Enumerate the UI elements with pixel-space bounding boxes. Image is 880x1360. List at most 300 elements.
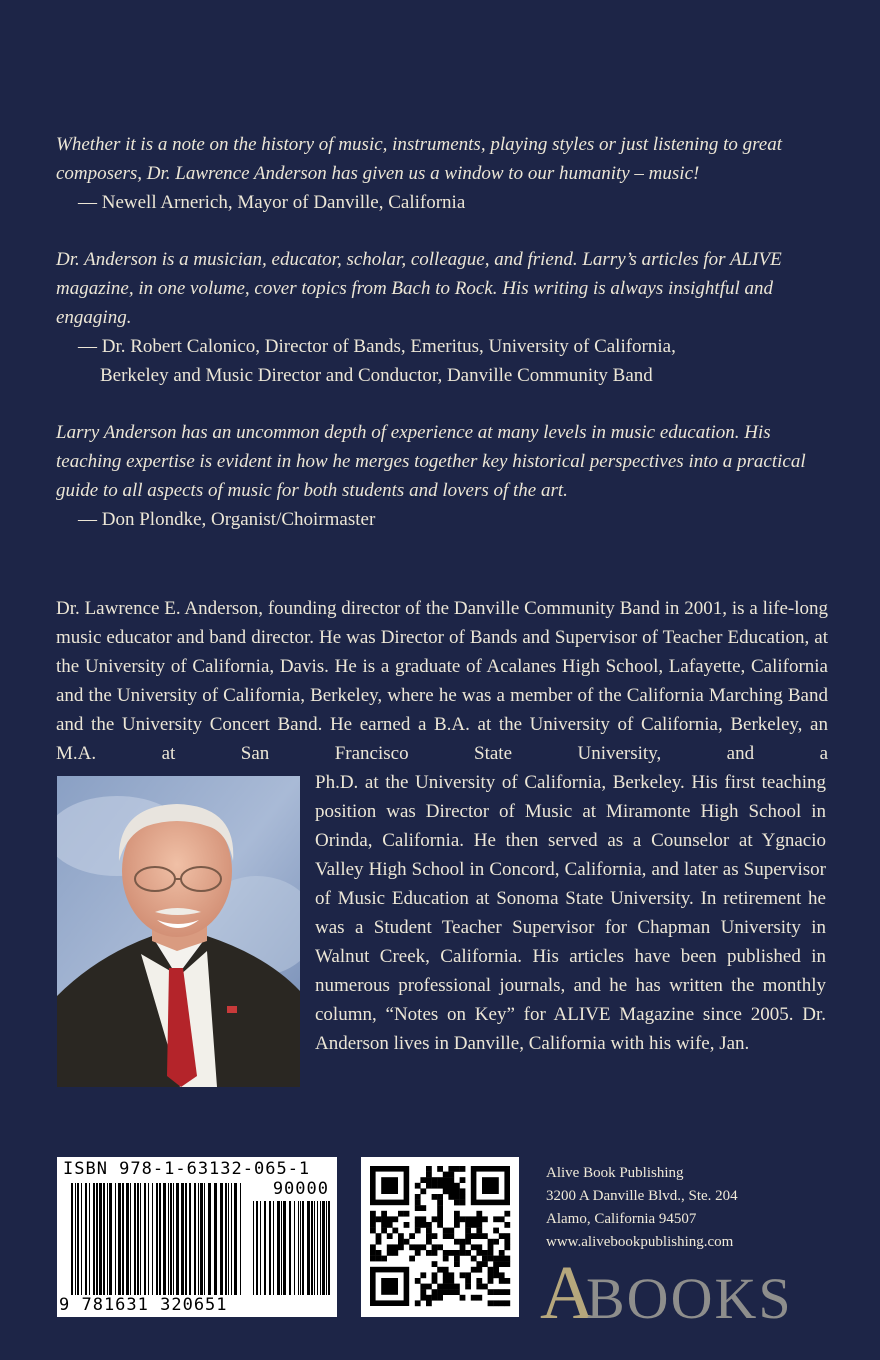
barcode-bar bbox=[144, 1183, 146, 1295]
publisher-info bbox=[546, 1162, 738, 1254]
qr-module bbox=[432, 1233, 438, 1239]
qr-module bbox=[493, 1272, 499, 1278]
qr-module bbox=[381, 1211, 387, 1217]
qr-module bbox=[415, 1228, 421, 1234]
qr-module bbox=[476, 1222, 482, 1228]
qr-module bbox=[426, 1295, 432, 1301]
endorsement-1 bbox=[56, 130, 831, 217]
qr-module bbox=[415, 1244, 421, 1250]
qr-module bbox=[448, 1250, 454, 1256]
qr-module bbox=[504, 1278, 510, 1284]
qr-module bbox=[460, 1166, 466, 1172]
barcode-bar bbox=[156, 1183, 158, 1295]
barcode-bar bbox=[118, 1183, 121, 1295]
barcode-addon-bar bbox=[302, 1201, 304, 1295]
qr-module bbox=[488, 1244, 494, 1250]
qr-module bbox=[454, 1284, 460, 1290]
qr-module bbox=[488, 1278, 494, 1284]
qr-finder-pattern bbox=[381, 1278, 398, 1295]
qr-module bbox=[454, 1256, 460, 1262]
qr-module bbox=[460, 1250, 466, 1256]
qr-module bbox=[460, 1295, 466, 1301]
qr-module bbox=[392, 1244, 398, 1250]
qr-module bbox=[482, 1216, 488, 1222]
qr-module bbox=[493, 1216, 499, 1222]
qr-module bbox=[482, 1233, 488, 1239]
qr-module bbox=[381, 1216, 387, 1222]
barcode-bar bbox=[173, 1183, 174, 1295]
qr-module bbox=[381, 1256, 387, 1262]
qr-module bbox=[454, 1188, 460, 1194]
barcode-addon-bar bbox=[273, 1201, 274, 1295]
qr-module bbox=[398, 1233, 404, 1239]
qr-module bbox=[426, 1222, 432, 1228]
barcode-bar bbox=[225, 1183, 227, 1295]
qr-module bbox=[398, 1239, 404, 1245]
barcode-bar bbox=[130, 1183, 131, 1295]
barcode-bar bbox=[231, 1183, 232, 1295]
barcode-bar bbox=[176, 1183, 179, 1295]
qr-module bbox=[420, 1289, 426, 1295]
qr-module bbox=[488, 1272, 494, 1278]
qr-module bbox=[420, 1188, 426, 1194]
qr-module bbox=[409, 1233, 415, 1239]
qr-module bbox=[493, 1256, 499, 1262]
qr-module bbox=[493, 1239, 499, 1245]
barcode-bar bbox=[99, 1183, 102, 1295]
qr-module bbox=[443, 1188, 449, 1194]
qr-module bbox=[448, 1166, 454, 1172]
qr-module bbox=[376, 1250, 382, 1256]
qr-module bbox=[488, 1267, 494, 1273]
qr-module bbox=[454, 1166, 460, 1172]
isbn-barcode bbox=[57, 1157, 337, 1317]
qr-module bbox=[448, 1172, 454, 1178]
qr-module bbox=[482, 1261, 488, 1267]
quote-text: Dr. Anderson is a musician, educator, scholar, colleague, and friend. Larry’s articles for ALIVE magazine, in one volume, cover topics from Bach to Rock. His writing is always insightful and engaging. bbox=[56, 249, 782, 328]
qr-module bbox=[437, 1244, 443, 1250]
barcode-bar bbox=[126, 1183, 129, 1295]
quote-text: Whether it is a note on the history of music, instruments, playing styles or just listening to great composers, Dr. Lawrence Anderson has given us a window to our humanity – music! bbox=[56, 134, 782, 184]
qr-module bbox=[460, 1239, 466, 1245]
qr-module bbox=[465, 1222, 471, 1228]
barcode-addon-bar bbox=[277, 1201, 280, 1295]
qr-module bbox=[465, 1272, 471, 1278]
barcode-addon-bar bbox=[264, 1201, 266, 1295]
barcode-digits: 9 781631 320651 bbox=[59, 1295, 228, 1315]
qr-module bbox=[437, 1216, 443, 1222]
barcode-bar bbox=[152, 1183, 153, 1295]
qr-finder-pattern bbox=[482, 1177, 499, 1194]
qr-module bbox=[488, 1250, 494, 1256]
qr-module bbox=[376, 1256, 382, 1262]
qr-module bbox=[415, 1216, 421, 1222]
qr-module bbox=[426, 1177, 432, 1183]
barcode-bar bbox=[103, 1183, 105, 1295]
qr-module bbox=[488, 1256, 494, 1262]
barcode-bar bbox=[185, 1183, 187, 1295]
qr-module bbox=[499, 1300, 505, 1306]
quote-attribution: — Dr. Robert Calonico, Director of Bands, Emeritus, University of California, bbox=[78, 336, 676, 357]
qr-module bbox=[426, 1233, 432, 1239]
qr-module bbox=[482, 1256, 488, 1262]
qr-module bbox=[443, 1256, 449, 1262]
barcode-addon-bar bbox=[269, 1201, 271, 1295]
qr-module bbox=[488, 1239, 494, 1245]
qr-module bbox=[471, 1256, 477, 1262]
publisher-address-line2: Alamo, California 94507 bbox=[546, 1211, 697, 1227]
svg-text:BOOKS: BOOKS bbox=[586, 1266, 793, 1324]
quote-text: Larry Anderson has an uncommon depth of experience at many levels in music education. His teaching expertise is evident in how he merges together key historical perspectives into a practical guide to all aspects of music for both students and lovers of the art. bbox=[56, 422, 806, 501]
qr-module bbox=[465, 1278, 471, 1284]
qr-module bbox=[426, 1228, 432, 1234]
svg-text:A: A bbox=[540, 1252, 595, 1324]
qr-module bbox=[370, 1244, 376, 1250]
qr-module bbox=[454, 1216, 460, 1222]
qr-module bbox=[426, 1183, 432, 1189]
qr-module bbox=[448, 1183, 454, 1189]
qr-module bbox=[448, 1278, 454, 1284]
qr-module bbox=[493, 1267, 499, 1273]
barcode-bar bbox=[220, 1183, 223, 1295]
qr-module bbox=[454, 1200, 460, 1206]
qr-module bbox=[448, 1272, 454, 1278]
publisher-logo bbox=[540, 1252, 830, 1324]
qr-module bbox=[443, 1250, 449, 1256]
barcode-bar bbox=[77, 1183, 79, 1295]
qr-module bbox=[448, 1233, 454, 1239]
barcode-bar bbox=[208, 1183, 211, 1295]
barcode-bar bbox=[181, 1183, 184, 1295]
barcode-addon-bar bbox=[289, 1201, 291, 1295]
endorsement-3 bbox=[56, 418, 831, 534]
qr-module bbox=[432, 1295, 438, 1301]
qr-module bbox=[448, 1194, 454, 1200]
qr-module bbox=[443, 1172, 449, 1178]
qr-module bbox=[432, 1244, 438, 1250]
qr-module bbox=[499, 1233, 505, 1239]
qr-module bbox=[482, 1284, 488, 1290]
publisher-website: www.alivebookpublishing.com bbox=[546, 1234, 734, 1250]
qr-module bbox=[499, 1289, 505, 1295]
publisher-name: Alive Book Publishing bbox=[546, 1165, 684, 1181]
qr-module bbox=[504, 1256, 510, 1262]
qr-module bbox=[504, 1239, 510, 1245]
qr-module bbox=[415, 1278, 421, 1284]
qr-module bbox=[465, 1228, 471, 1234]
barcode-bar bbox=[75, 1183, 76, 1295]
qr-module bbox=[437, 1166, 443, 1172]
qr-module bbox=[404, 1211, 410, 1217]
qr-module bbox=[476, 1278, 482, 1284]
qr-code-image bbox=[361, 1157, 519, 1317]
author-photo bbox=[57, 776, 300, 1087]
qr-module bbox=[370, 1256, 376, 1262]
qr-module bbox=[415, 1250, 421, 1256]
qr-module bbox=[465, 1250, 471, 1256]
qr-module bbox=[398, 1244, 404, 1250]
endorsement-2 bbox=[56, 245, 831, 390]
qr-module bbox=[387, 1244, 393, 1250]
qr-module bbox=[448, 1284, 454, 1290]
barcode-addon-bar bbox=[328, 1201, 330, 1295]
qr-module bbox=[437, 1183, 443, 1189]
qr-module bbox=[432, 1250, 438, 1256]
qr-module bbox=[476, 1261, 482, 1267]
qr-module bbox=[471, 1244, 477, 1250]
qr-module bbox=[454, 1250, 460, 1256]
qr-module bbox=[426, 1172, 432, 1178]
qr-module bbox=[437, 1194, 443, 1200]
qr-module bbox=[476, 1295, 482, 1301]
barcode-bar bbox=[240, 1183, 241, 1295]
qr-module bbox=[437, 1267, 443, 1273]
qr-module bbox=[493, 1228, 499, 1234]
qr-module bbox=[476, 1284, 482, 1290]
barcode-bar bbox=[168, 1183, 169, 1295]
qr-module bbox=[392, 1228, 398, 1234]
qr-module bbox=[476, 1216, 482, 1222]
qr-module bbox=[504, 1244, 510, 1250]
qr-module bbox=[392, 1250, 398, 1256]
qr-module bbox=[437, 1211, 443, 1217]
qr-module bbox=[448, 1177, 454, 1183]
qr-module bbox=[376, 1216, 382, 1222]
qr-module bbox=[504, 1233, 510, 1239]
qr-module bbox=[432, 1177, 438, 1183]
qr-module bbox=[460, 1194, 466, 1200]
endorsements bbox=[56, 130, 831, 562]
qr-module bbox=[499, 1256, 505, 1262]
abooks-logo-image bbox=[540, 1252, 830, 1324]
qr-module bbox=[426, 1166, 432, 1172]
barcode-addon-bar bbox=[314, 1201, 315, 1295]
qr-module bbox=[420, 1222, 426, 1228]
qr-module bbox=[443, 1267, 449, 1273]
barcode-bar bbox=[159, 1183, 161, 1295]
qr-module bbox=[432, 1278, 438, 1284]
qr-module bbox=[443, 1272, 449, 1278]
barcode-bar bbox=[148, 1183, 149, 1295]
qr-module bbox=[482, 1250, 488, 1256]
qr-module bbox=[370, 1222, 376, 1228]
barcode-bar bbox=[89, 1183, 90, 1295]
qr-module bbox=[493, 1300, 499, 1306]
quote-attribution-line2: Berkeley and Music Director and Conductor, Danville Community Band bbox=[100, 365, 653, 386]
barcode-bar bbox=[228, 1183, 229, 1295]
qr-module bbox=[443, 1278, 449, 1284]
qr-module bbox=[404, 1222, 410, 1228]
qr-module bbox=[437, 1177, 443, 1183]
qr-module bbox=[454, 1211, 460, 1217]
barcode-addon-bar bbox=[298, 1201, 299, 1295]
qr-module bbox=[454, 1261, 460, 1267]
qr-module bbox=[460, 1216, 466, 1222]
author-bio-top bbox=[56, 594, 828, 768]
qr-module bbox=[432, 1216, 438, 1222]
qr-module bbox=[432, 1272, 438, 1278]
barcode-bar bbox=[107, 1183, 108, 1295]
barcode-bar bbox=[85, 1183, 87, 1295]
barcode-addon-bar bbox=[283, 1201, 286, 1295]
qr-module bbox=[476, 1267, 482, 1273]
qr-module bbox=[420, 1284, 426, 1290]
qr-module bbox=[504, 1289, 510, 1295]
isbn-number: ISBN 978-1-63132-065-1 bbox=[63, 1159, 311, 1179]
qr-module bbox=[443, 1289, 449, 1295]
qr-module bbox=[471, 1233, 477, 1239]
qr-module bbox=[504, 1300, 510, 1306]
qr-module bbox=[454, 1222, 460, 1228]
qr-module bbox=[387, 1222, 393, 1228]
barcode-addon-bar bbox=[281, 1201, 282, 1295]
qr-module bbox=[426, 1284, 432, 1290]
qr-module bbox=[499, 1216, 505, 1222]
qr-module bbox=[437, 1289, 443, 1295]
qr-module bbox=[443, 1284, 449, 1290]
quote-attribution: — Don Plondke, Organist/Choirmaster bbox=[78, 509, 376, 530]
qr-module bbox=[387, 1216, 393, 1222]
bio-paragraph-right: Ph.D. at the University of California, Berkeley. His first teaching position was Director of Music at Miramonte High School in Orinda, California. He then served as a Counselor at Ygnacio Valley High School in Concord, California, and later as Supervisor of Music Education at Sonoma State University. In retirement he was a Student Teacher Supervisor for Chapman University in Walnut Creek, California. His articles have been published in numerous professional journals, and he has written the monthly column, “Notes on Key” for ALIVE Magazine since 2005. Dr. Anderson lives in Danville, California with his wife, Jan. bbox=[315, 772, 826, 1054]
barcode-bar bbox=[189, 1183, 191, 1295]
qr-module bbox=[426, 1250, 432, 1256]
qr-module bbox=[432, 1194, 438, 1200]
qr-module bbox=[499, 1272, 505, 1278]
qr-module bbox=[426, 1300, 432, 1306]
qr-module bbox=[476, 1233, 482, 1239]
qr-module bbox=[437, 1222, 443, 1228]
qr-module bbox=[387, 1233, 393, 1239]
qr-module bbox=[409, 1244, 415, 1250]
qr-module bbox=[404, 1239, 410, 1245]
qr-module bbox=[370, 1211, 376, 1217]
qr-module bbox=[415, 1222, 421, 1228]
qr-module bbox=[415, 1194, 421, 1200]
barcode-bar bbox=[200, 1183, 203, 1295]
qr-module bbox=[504, 1261, 510, 1267]
qr-module bbox=[370, 1228, 376, 1234]
qr-module bbox=[420, 1244, 426, 1250]
qr-module bbox=[381, 1222, 387, 1228]
quote-attribution: — Newell Arnerich, Mayor of Danville, California bbox=[78, 192, 466, 213]
qr-module bbox=[420, 1177, 426, 1183]
barcode-bar bbox=[170, 1183, 172, 1295]
qr-module bbox=[471, 1267, 477, 1273]
barcode-addon-bar bbox=[322, 1201, 325, 1295]
qr-module bbox=[432, 1183, 438, 1189]
barcode-bar bbox=[198, 1183, 199, 1295]
qr-module bbox=[448, 1289, 454, 1295]
qr-module bbox=[465, 1233, 471, 1239]
barcode-addon-bar bbox=[326, 1201, 327, 1295]
qr-module bbox=[471, 1222, 477, 1228]
barcode-addon-bar bbox=[256, 1201, 258, 1295]
qr-module bbox=[437, 1200, 443, 1206]
qr-module bbox=[420, 1295, 426, 1301]
qr-module bbox=[460, 1188, 466, 1194]
qr-finder-pattern bbox=[381, 1177, 398, 1194]
barcode-bar bbox=[214, 1183, 217, 1295]
qr-module bbox=[432, 1261, 438, 1267]
barcode-bar bbox=[71, 1183, 73, 1295]
qr-module bbox=[437, 1205, 443, 1211]
qr-module bbox=[387, 1250, 393, 1256]
price-code: 90000 bbox=[272, 1179, 329, 1199]
barcode-bar bbox=[81, 1183, 82, 1295]
qr-module bbox=[437, 1295, 443, 1301]
qr-module bbox=[420, 1272, 426, 1278]
qr-module bbox=[454, 1183, 460, 1189]
qr-module bbox=[476, 1228, 482, 1234]
barcode-bar bbox=[96, 1183, 98, 1295]
qr-module bbox=[443, 1183, 449, 1189]
qr-module bbox=[426, 1239, 432, 1245]
barcode-bar bbox=[234, 1183, 237, 1295]
qr-module bbox=[443, 1233, 449, 1239]
barcode-bar bbox=[140, 1183, 141, 1295]
barcode-addon-bar bbox=[317, 1201, 318, 1295]
qr-module bbox=[504, 1222, 510, 1228]
barcode-addon-bar bbox=[320, 1201, 321, 1295]
qr-module bbox=[499, 1261, 505, 1267]
qr-module bbox=[437, 1284, 443, 1290]
qr-module bbox=[465, 1216, 471, 1222]
barcode-addon-bar bbox=[307, 1201, 310, 1295]
qr-module bbox=[454, 1239, 460, 1245]
barcode-bar bbox=[137, 1183, 139, 1295]
qr-module bbox=[398, 1211, 404, 1217]
barcode-addon-bar bbox=[300, 1201, 301, 1295]
qr-module bbox=[471, 1216, 477, 1222]
qr-module bbox=[460, 1244, 466, 1250]
qr-module bbox=[471, 1295, 477, 1301]
qr-module bbox=[443, 1177, 449, 1183]
barcode-bar bbox=[122, 1183, 124, 1295]
qr-module bbox=[460, 1177, 466, 1183]
qr-module bbox=[493, 1289, 499, 1295]
qr-code bbox=[361, 1157, 519, 1317]
qr-module bbox=[504, 1211, 510, 1217]
qr-module bbox=[420, 1216, 426, 1222]
barcode-addon-bar bbox=[260, 1201, 261, 1295]
qr-module bbox=[499, 1278, 505, 1284]
qr-module bbox=[499, 1250, 505, 1256]
qr-module bbox=[370, 1250, 376, 1256]
qr-module bbox=[415, 1200, 421, 1206]
qr-module bbox=[392, 1216, 398, 1222]
qr-module bbox=[488, 1300, 494, 1306]
author-bio-right bbox=[315, 768, 826, 1058]
qr-module bbox=[376, 1233, 382, 1239]
barcode-bar bbox=[93, 1183, 95, 1295]
qr-module bbox=[460, 1200, 466, 1206]
qr-module bbox=[415, 1205, 421, 1211]
qr-module bbox=[448, 1188, 454, 1194]
barcode-bar bbox=[109, 1183, 112, 1295]
qr-module bbox=[454, 1289, 460, 1295]
qr-module bbox=[476, 1211, 482, 1217]
barcode-bar bbox=[163, 1183, 166, 1295]
qr-module bbox=[376, 1239, 382, 1245]
qr-module bbox=[476, 1250, 482, 1256]
qr-module bbox=[465, 1239, 471, 1245]
qr-module bbox=[415, 1300, 421, 1306]
qr-module bbox=[370, 1216, 376, 1222]
barcode-addon-bar bbox=[294, 1201, 295, 1295]
qr-module bbox=[443, 1228, 449, 1234]
barcode-bar bbox=[134, 1183, 136, 1295]
qr-module bbox=[476, 1244, 482, 1250]
